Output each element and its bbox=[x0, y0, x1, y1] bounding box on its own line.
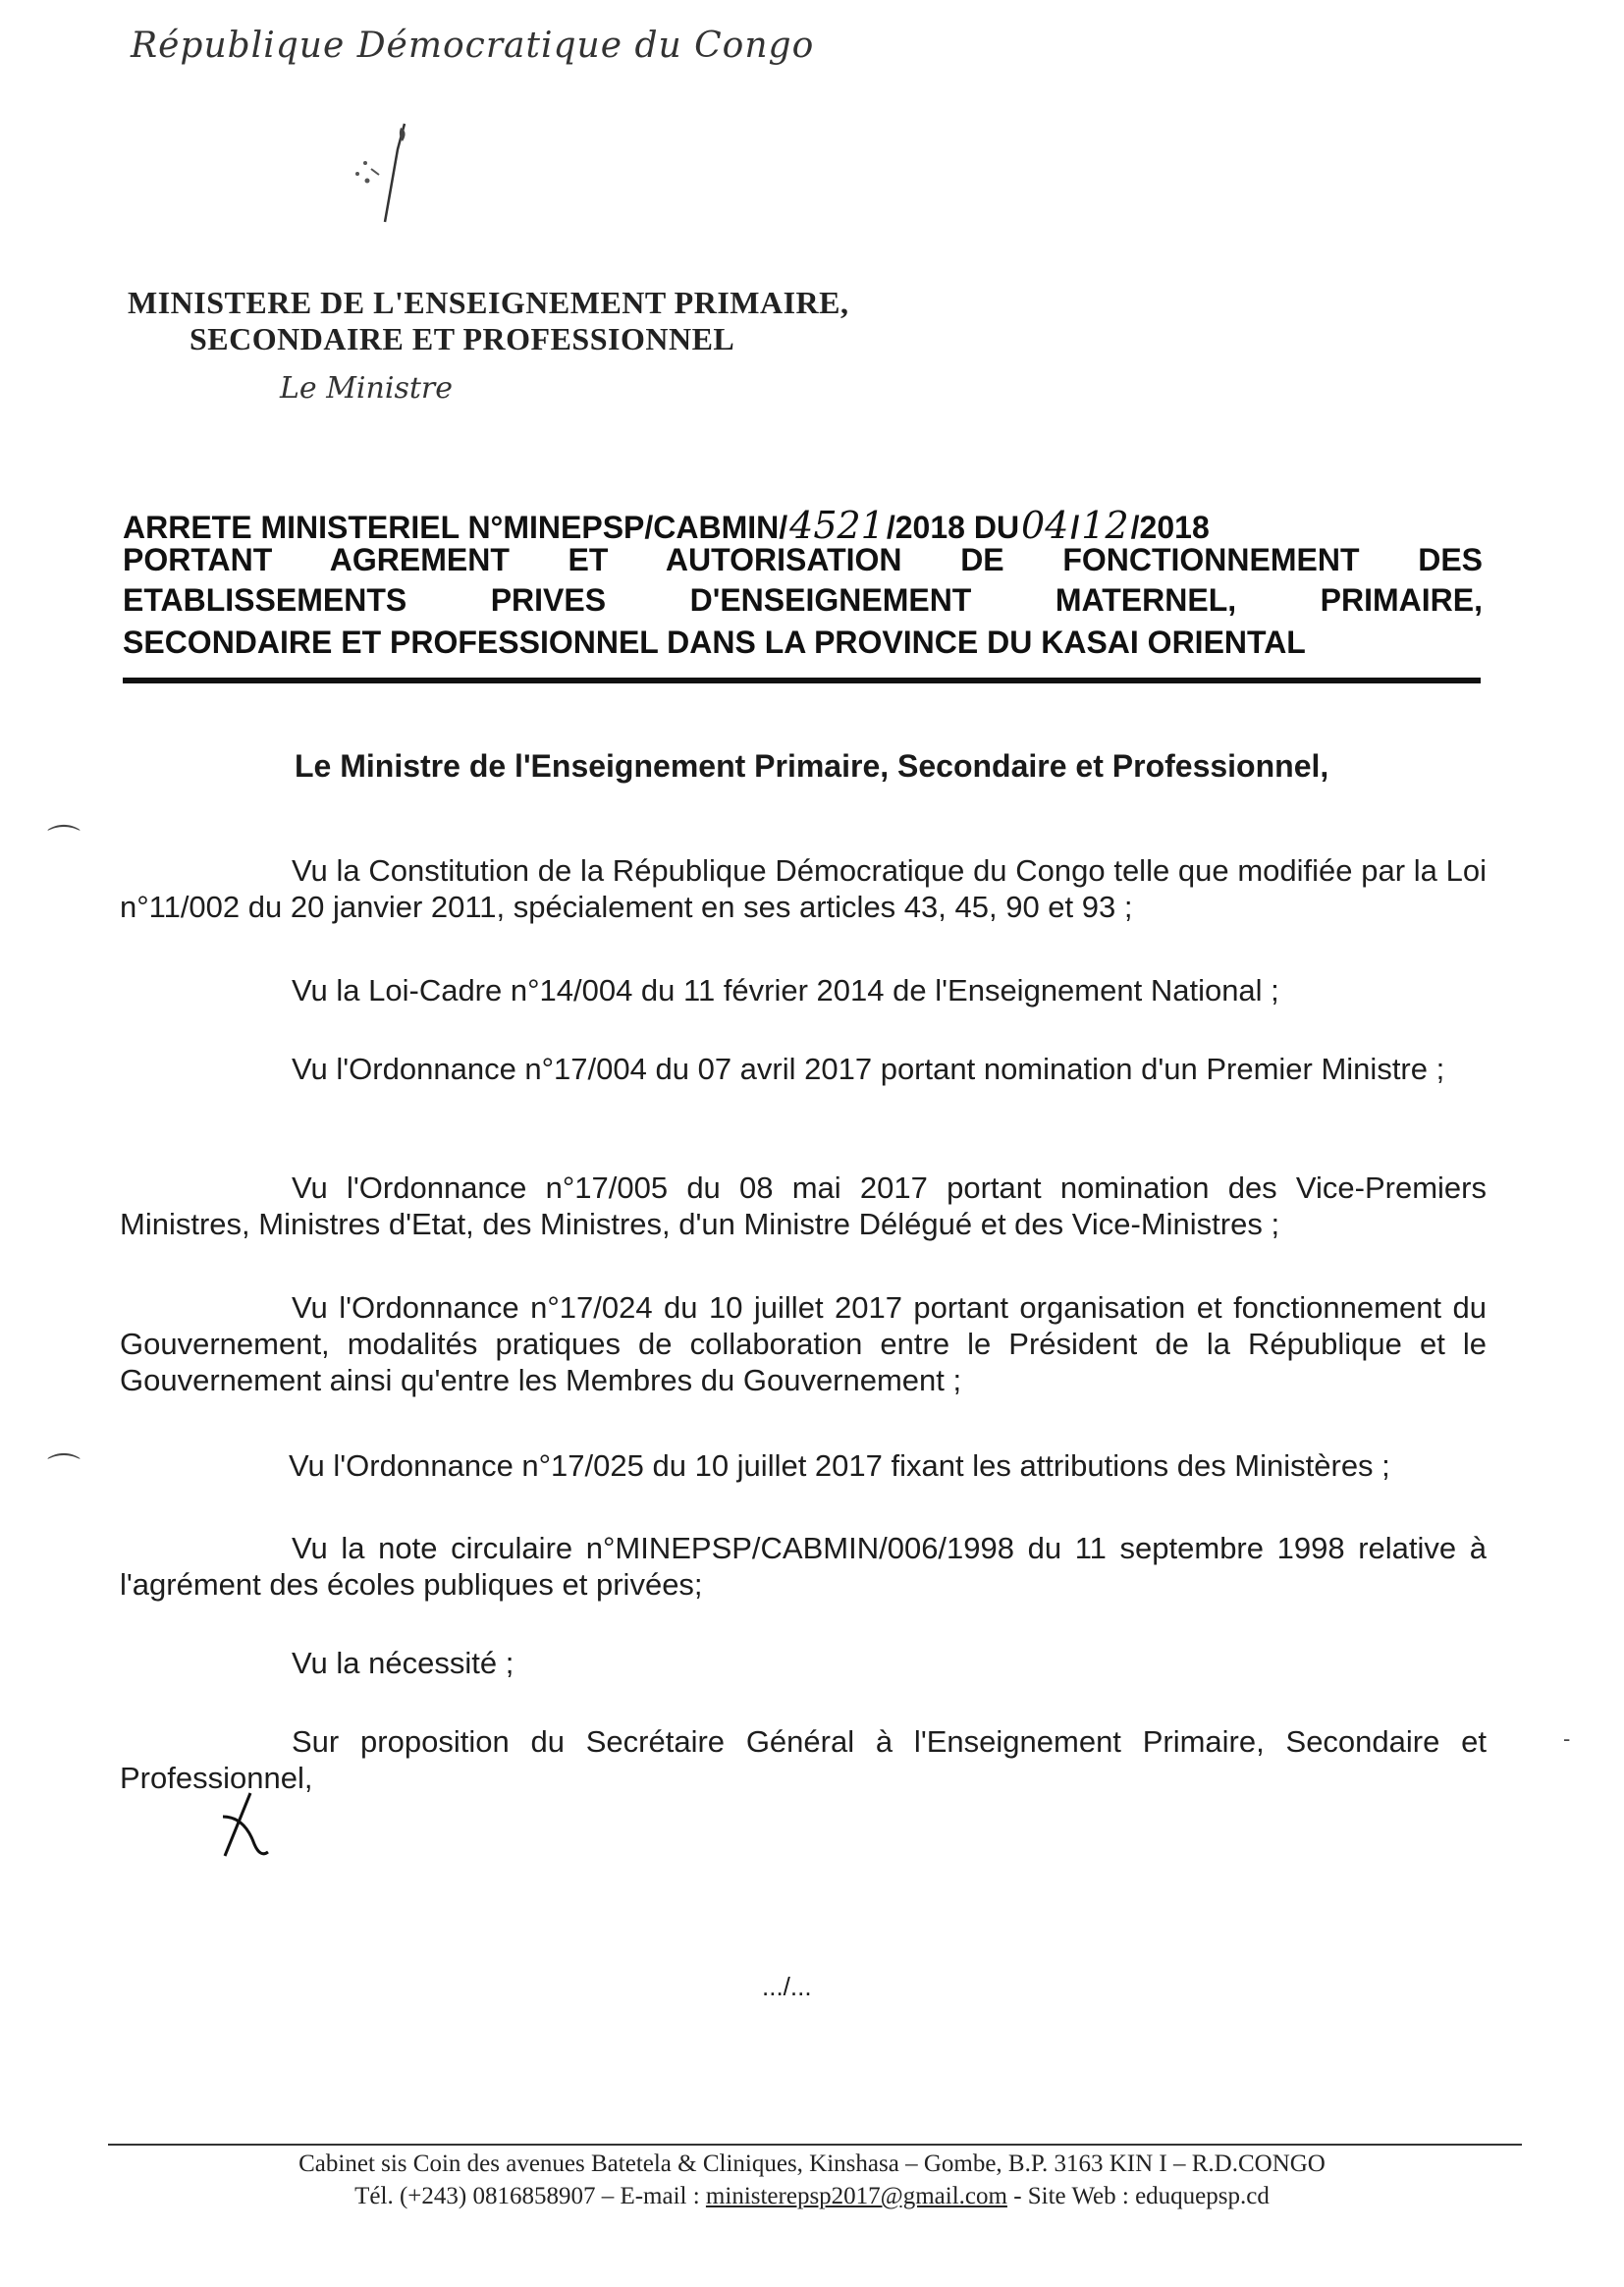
minister-title: Le Ministre bbox=[280, 371, 453, 406]
paragraph-loi-cadre bbox=[292, 972, 1279, 1008]
ministry-name-line1: MINISTERE DE L'ENSEIGNEMENT PRIMAIRE, bbox=[128, 285, 849, 320]
footer-phone: Tél. (+243) 0816858907 – E-mail : bbox=[354, 2183, 706, 2209]
paragraph-text: Vu la Loi-Cadre n°14/004 du 11 février 2014 de l'Enseignement National ; bbox=[292, 973, 1279, 1007]
decree-number: 4521 bbox=[789, 504, 885, 547]
handwritten-initials bbox=[211, 1787, 280, 1866]
paragraph-ordonnance-005 bbox=[120, 1170, 1487, 1242]
republic-heading: République Démocratique du Congo bbox=[131, 26, 815, 66]
paragraph-text: Vu l'Ordonnance n°17/025 du 10 juillet 2017 fixant les attributions des Ministères ; bbox=[289, 1448, 1390, 1483]
decree-title-line3: ETABLISSEMENTS PRIVES D'ENSEIGNEMENT MATERNEL, PRIMAIRE, bbox=[123, 582, 1483, 618]
decree-title-line2: PORTANT AGREMENT ET AUTORISATION DE FONCTIONNEMENT DES bbox=[123, 542, 1483, 577]
paragraph-constitution bbox=[120, 852, 1487, 925]
paragraph-text: Vu la Constitution de la République Démocratique du Congo telle que modifiée par la Loi n°11/002 du 20 janvier 2011, spécialement en ses articles 43, 45, 90 et 93 ; bbox=[120, 853, 1487, 924]
ministry-name-line2: SECONDAIRE ET PROFESSIONNEL bbox=[189, 321, 735, 356]
footer-website: - Site Web : eduquepsp.cd bbox=[1006, 2183, 1270, 2209]
paragraph-ordonnance-004 bbox=[120, 1051, 1487, 1087]
paragraph-proposition bbox=[120, 1723, 1487, 1796]
footer-contact bbox=[0, 2183, 1624, 2210]
paragraph-necessite bbox=[292, 1645, 514, 1681]
page-continuation: .../... bbox=[762, 1972, 812, 2001]
decree-year-end: /2018 bbox=[1130, 510, 1210, 545]
paragraph-text: Vu la note circulaire n°MINEPSP/CABMIN/006/1998 du 11 septembre 1998 relative à l'agrément des écoles publiques et privées; bbox=[120, 1531, 1487, 1602]
decree-prefix: ARRETE MINISTERIEL N°MINEPSP/CABMIN/ bbox=[123, 510, 788, 545]
footer-address: Cabinet sis Coin des avenues Batetela & Cliniques, Kinshasa – Gombe, B.P. 3163 KIN I – R.D.CONGO bbox=[298, 2151, 1326, 2177]
footer-email-link[interactable]: ministerepsp2017@gmail.com bbox=[705, 2183, 1007, 2209]
paragraph-ordonnance-024 bbox=[120, 1289, 1487, 1398]
margin-mark: ⌒ bbox=[47, 1452, 81, 1490]
paragraph-text: Vu l'Ordonnance n°17/024 du 10 juillet 2017 portant organisation et fonctionnement du Gouvernement, modalités pratiques de collaboration entre le Président de la République et le Gouvernement ainsi qu'entre les Membres du Gouvernement ; bbox=[120, 1290, 1487, 1397]
margin-mark: - bbox=[1563, 1726, 1571, 1751]
paragraph-ordonnance-025 bbox=[289, 1447, 1390, 1484]
margin-mark: ⌒ bbox=[47, 824, 81, 861]
decree-year-du: /2018 DU bbox=[886, 510, 1020, 545]
decree-title-line4: SECONDAIRE ET PROFESSIONNEL DANS LA PROVINCE DU KASAI ORIENTAL bbox=[123, 625, 1306, 660]
title-divider bbox=[123, 678, 1481, 683]
decree-month: 12 bbox=[1081, 504, 1129, 547]
footer-divider bbox=[108, 2144, 1522, 2146]
paragraph-text: Sur proposition du Secrétaire Général à l'Enseignement Primaire, Secondaire et Professionnel, bbox=[120, 1724, 1487, 1795]
decree-title-line1: ARRETE MINISTERIEL N°MINEPSP/CABMIN/ 4521 /2018 DU 04 / 12 /2018 bbox=[123, 504, 1210, 547]
decree-day: 04 bbox=[1021, 504, 1069, 547]
emblem-mark bbox=[344, 120, 432, 228]
paragraph-text: Vu la nécessité ; bbox=[292, 1646, 514, 1680]
paragraph-note-circulaire bbox=[120, 1530, 1487, 1603]
paragraph-text: Vu l'Ordonnance n°17/005 du 08 mai 2017 portant nomination des Vice-Premiers Ministres, Ministres d'Etat, des Ministres, d'un Ministre Délégué et des Vice-Ministres ; bbox=[120, 1171, 1487, 1241]
preamble-heading: Le Ministre de l'Enseignement Primaire, Secondaire et Professionnel, bbox=[295, 748, 1329, 784]
paragraph-text: Vu l'Ordonnance n°17/004 du 07 avril 2017 portant nomination d'un Premier Ministre ; bbox=[292, 1052, 1445, 1086]
